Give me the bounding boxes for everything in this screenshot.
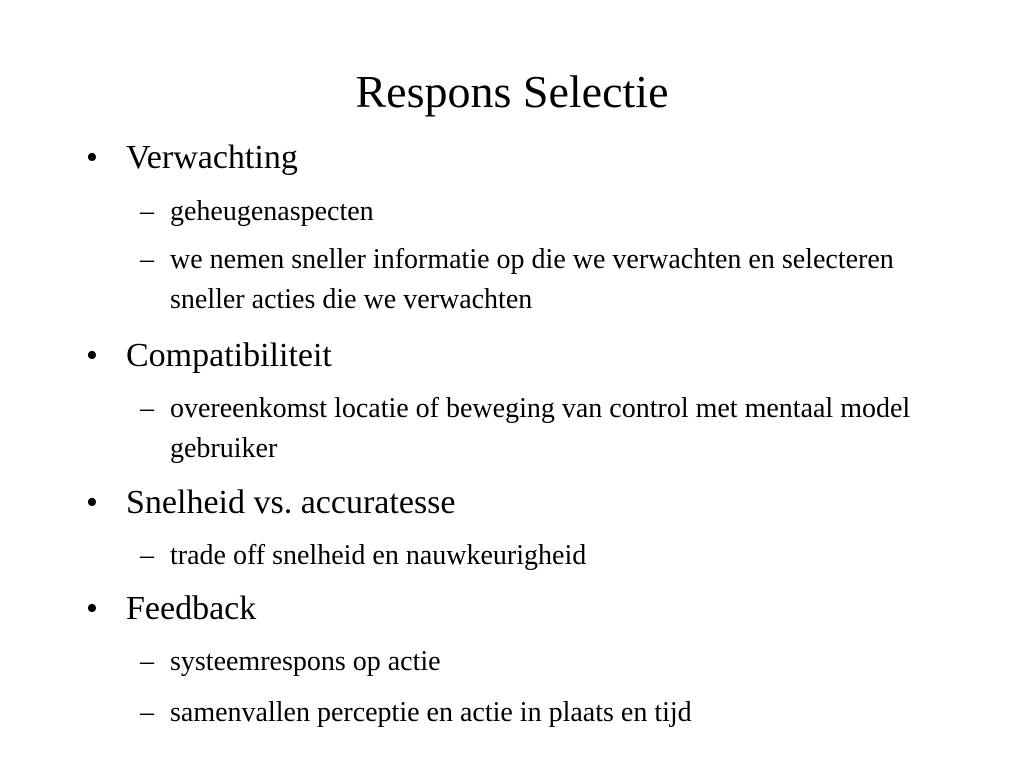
sub-item <box>140 536 930 576</box>
bullet-label: Snelheid vs. accuratesse <box>126 484 456 521</box>
sub-item-text: trade off snelheid en nauwkeurigheid <box>170 540 587 571</box>
slide-title: Respons Selectie <box>355 66 669 117</box>
dash-icon: – <box>140 393 154 424</box>
bullet-item-snelheid <box>86 483 456 523</box>
bullet-icon: • <box>86 139 98 176</box>
dash-icon: – <box>140 540 154 571</box>
sub-item-text: geheugenaspecten <box>170 196 374 227</box>
sub-item <box>140 642 930 682</box>
dash-icon: – <box>140 697 154 728</box>
bullet-item-verwachting <box>86 138 298 178</box>
bullet-icon: • <box>86 590 98 627</box>
bullet-label: Compatibiliteit <box>126 337 332 374</box>
bullet-label: Verwachting <box>126 139 298 176</box>
dash-icon: – <box>140 646 154 677</box>
sub-item-text: systeemrespons op actie <box>170 646 441 677</box>
sub-item <box>140 192 930 232</box>
dash-icon: – <box>140 196 154 227</box>
sub-item <box>140 693 930 733</box>
sub-item <box>140 240 930 320</box>
bullet-item-compatibiliteit <box>86 336 332 376</box>
sub-item <box>140 389 930 469</box>
sub-item-text: samenvallen perceptie en actie in plaats en tijd <box>170 697 692 728</box>
sub-item-text: we nemen sneller informatie op die we verwachten en selecteren sneller acties die we verwachten <box>170 244 894 315</box>
bullet-icon: • <box>86 484 98 521</box>
bullet-icon: • <box>86 337 98 374</box>
bullet-label: Feedback <box>126 590 257 627</box>
sub-item-text: overeenkomst locatie of beweging van control met mentaal model gebruiker <box>170 393 911 464</box>
bullet-item-feedback <box>86 589 257 629</box>
dash-icon: – <box>140 244 154 275</box>
